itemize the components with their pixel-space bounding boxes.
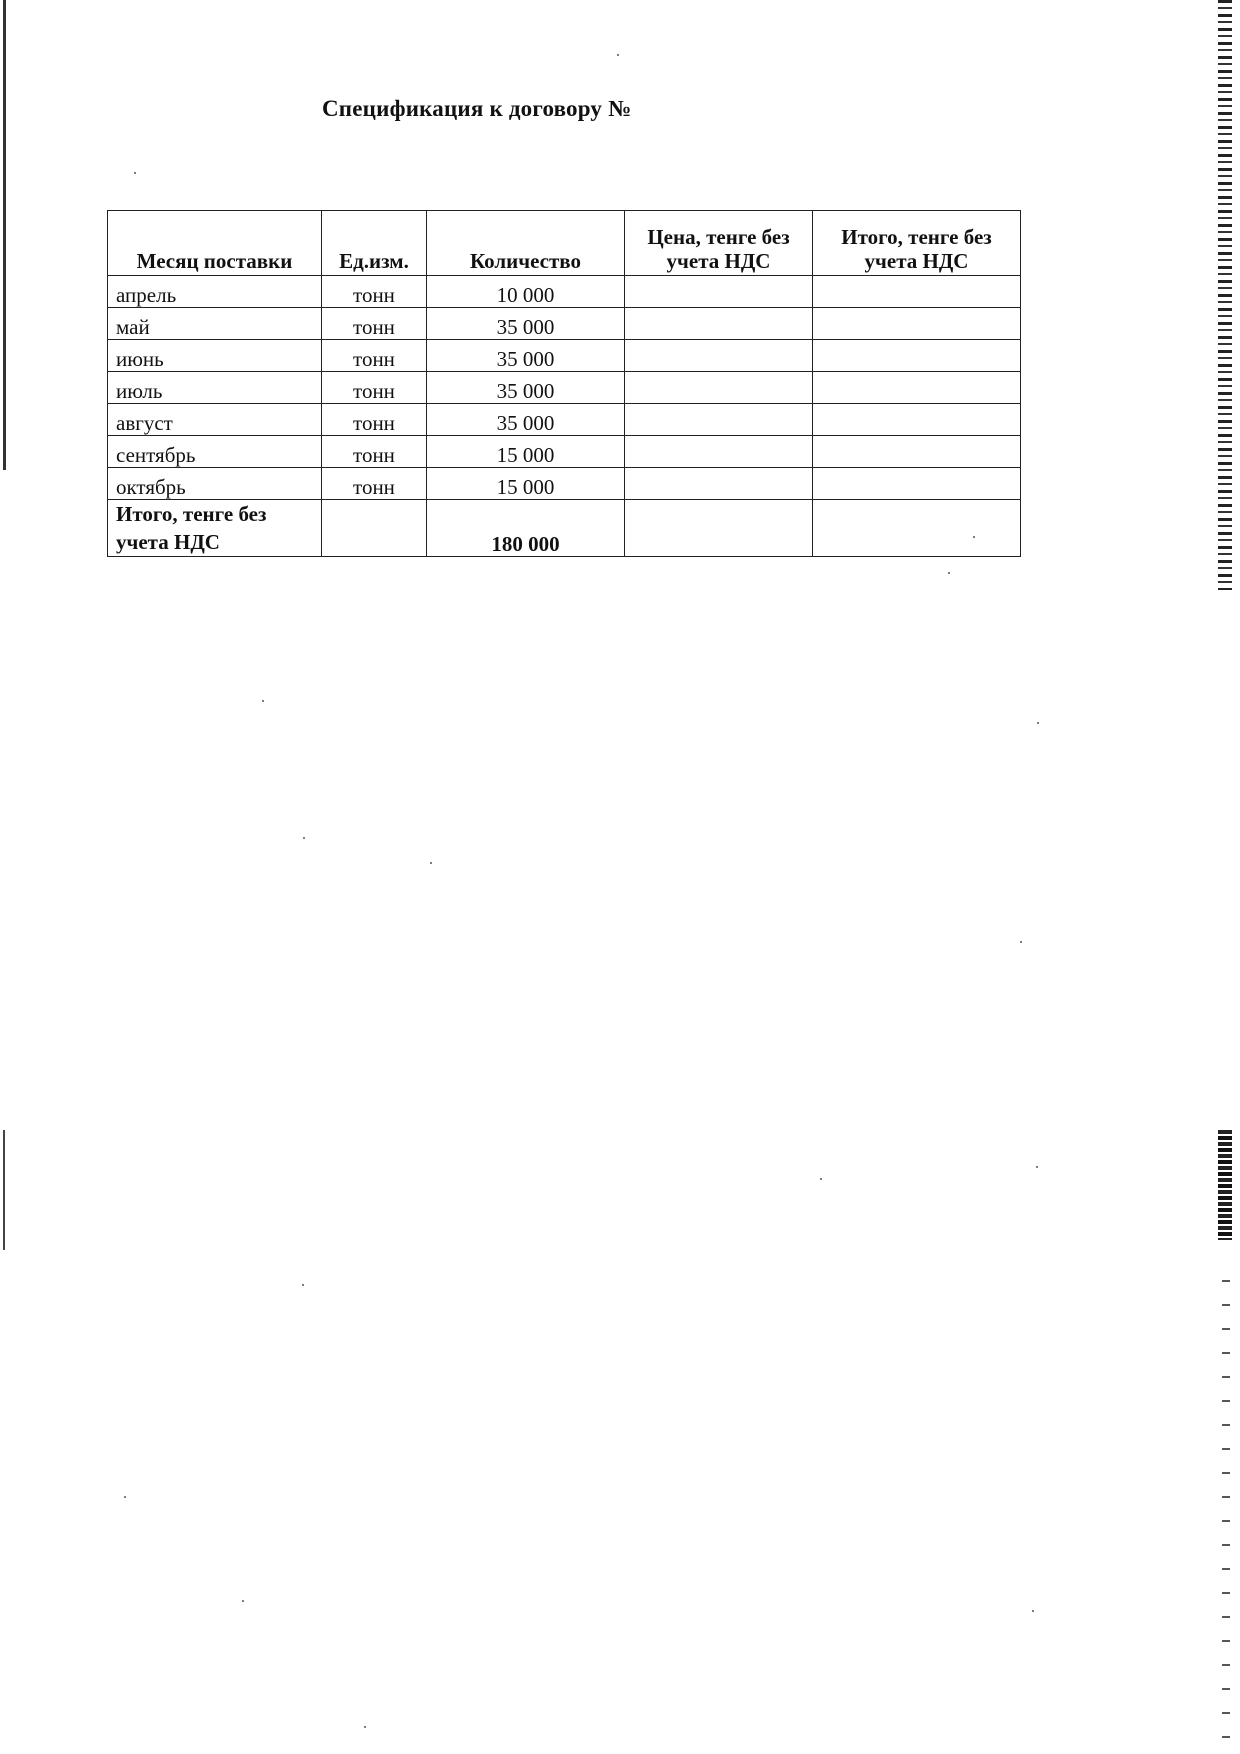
header-row xyxy=(108,211,1021,276)
header-month: Месяц поставки xyxy=(108,211,322,276)
scan-speck xyxy=(1032,1610,1034,1612)
cell-price xyxy=(625,436,813,468)
cell-total xyxy=(813,340,1021,372)
table-row xyxy=(108,404,1021,436)
cell-month: сентябрь xyxy=(108,436,322,468)
scan-speck xyxy=(617,54,619,56)
scan-edge-left xyxy=(3,0,6,470)
cell-total xyxy=(813,436,1021,468)
cell-unit: тонн xyxy=(322,308,427,340)
table-row xyxy=(108,468,1021,500)
scan-edge-left-lower xyxy=(3,1130,5,1250)
cell-month: май xyxy=(108,308,322,340)
scan-speck xyxy=(973,536,975,538)
document-title: Спецификация к договору № xyxy=(322,96,632,121)
cell-total xyxy=(813,404,1021,436)
cell-month: июнь xyxy=(108,340,322,372)
cell-quantity: 35 000 xyxy=(427,372,625,404)
scan-speck xyxy=(820,1178,822,1180)
scan-speck xyxy=(364,1726,366,1728)
cell-quantity: 15 000 xyxy=(427,468,625,500)
scan-speck xyxy=(262,700,264,702)
cell-quantity: 35 000 xyxy=(427,308,625,340)
cell-price xyxy=(625,468,813,500)
cell-month: октябрь xyxy=(108,468,322,500)
cell-unit: тонн xyxy=(322,468,427,500)
cell-month: август xyxy=(108,404,322,436)
scan-speck xyxy=(1020,941,1022,943)
cell-unit: тонн xyxy=(322,372,427,404)
cell-price xyxy=(625,308,813,340)
scan-speck xyxy=(134,172,136,174)
header-unit: Ед.изм. xyxy=(322,211,427,276)
cell-total xyxy=(813,372,1021,404)
scan-edge-right-bottom xyxy=(1222,1280,1230,1740)
cell-unit: тонн xyxy=(322,436,427,468)
scan-speck xyxy=(242,1600,244,1602)
table-row xyxy=(108,276,1021,308)
scan-speck xyxy=(1036,1166,1038,1168)
cell-month: июль xyxy=(108,372,322,404)
cell-total xyxy=(813,468,1021,500)
header-total: Итого, тенге без учета НДС xyxy=(813,211,1021,276)
total-quantity: 180 000 xyxy=(427,500,625,557)
cell-quantity: 15 000 xyxy=(427,436,625,468)
scan-edge-right-top xyxy=(1218,0,1232,590)
total-unit xyxy=(322,500,427,557)
scan-speck xyxy=(430,862,432,864)
cell-unit: тонн xyxy=(322,404,427,436)
scan-speck xyxy=(302,1284,304,1286)
total-amount xyxy=(813,500,1021,557)
cell-unit: тонн xyxy=(322,276,427,308)
scan-speck xyxy=(124,1496,126,1498)
cell-total xyxy=(813,308,1021,340)
specification-table xyxy=(107,210,1021,557)
scan-speck xyxy=(303,837,305,839)
header-quantity: Количество xyxy=(427,211,625,276)
table-row xyxy=(108,372,1021,404)
total-row xyxy=(108,500,1021,557)
cell-price xyxy=(625,340,813,372)
total-label: Итого, тенге без учета НДС xyxy=(108,500,322,557)
scan-edge-right-mid xyxy=(1218,1130,1232,1240)
scan-speck xyxy=(1037,722,1039,724)
cell-quantity: 10 000 xyxy=(427,276,625,308)
cell-price xyxy=(625,372,813,404)
table-row xyxy=(108,340,1021,372)
table-row xyxy=(108,308,1021,340)
table-row xyxy=(108,436,1021,468)
cell-quantity: 35 000 xyxy=(427,340,625,372)
scan-speck xyxy=(948,572,950,574)
cell-month: апрель xyxy=(108,276,322,308)
cell-total xyxy=(813,276,1021,308)
total-price xyxy=(625,500,813,557)
header-price: Цена, тенге без учета НДС xyxy=(625,211,813,276)
cell-quantity: 35 000 xyxy=(427,404,625,436)
cell-unit: тонн xyxy=(322,340,427,372)
cell-price xyxy=(625,276,813,308)
cell-price xyxy=(625,404,813,436)
